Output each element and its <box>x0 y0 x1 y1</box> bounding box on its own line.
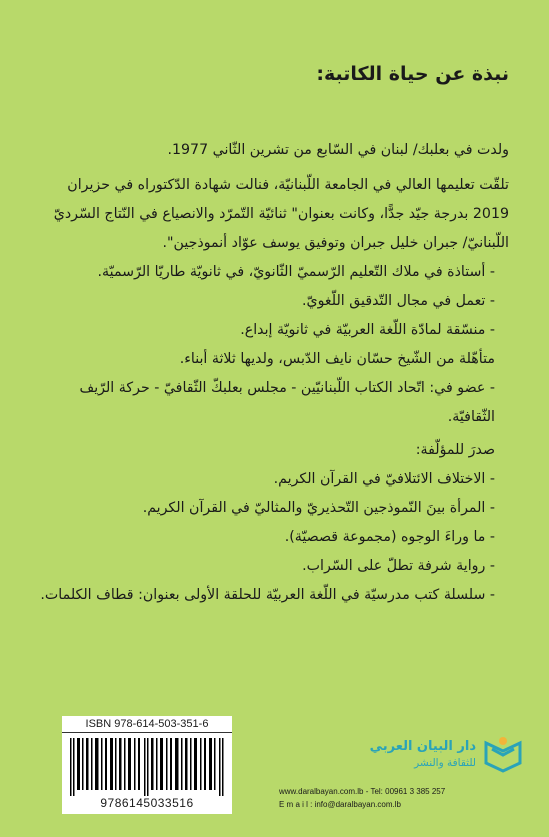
publisher-contact <box>279 785 524 811</box>
publisher-email: E m a i l : info@daralbayan.com.lb <box>279 800 401 809</box>
book-item: - سلسلة كتب مدرسيّة في اللّغة العربيّة للحلقة الأولى بعنوان: قطاف الكلمات. <box>40 587 495 603</box>
book-item: - المرأة بينَ النّموذجين التّحذيريّ والمثاليّ في القرآن الكريم. <box>142 500 495 516</box>
publisher-logo-icon <box>482 733 524 773</box>
book-item: - رواية شرفة تطلّ على السّراب. <box>302 558 495 574</box>
barcode-bars <box>68 738 226 796</box>
isbn-label: ISBN 978-614-503-351-6 <box>62 716 232 733</box>
bio-education: تلقّت تعليمها العالي في الجامعة اللّبنانيّة، فنالت شهادة الدّكتوراه في حزيران 2019 بدرجة جيّد جدًّا، وكانت بعنوان" ثنائيّة التّمرّد والانصياع في النّتاج السّرديّ اللّبنانيّ/ جبران خليل جبران وتوفيق يوسف عوّاد أنموذجين". <box>53 177 509 251</box>
bio-role: - منسّقة لمادّة اللّغة العربيّة في ثانويّة إبداع. <box>240 322 495 338</box>
bio-heading: نبذة عن حياة الكاتبة: <box>316 63 509 85</box>
publisher-website-tel: www.daralbayan.com.lb - Tel: 00961 3 385 257 <box>279 787 446 796</box>
bio-member: - عضو في: اتّحاد الكتاب اللّبنانيّين - مجلس بعلبكّ الثّقافيّ - حركة الرّيف الثّقافيّة. <box>79 380 495 425</box>
publisher-tagline: للثقافة والنشر <box>414 757 476 769</box>
publisher-name: دار البيان العربي <box>369 739 476 754</box>
bio-role: - أستاذة في ملاك التّعليم الرّسميّ الثّانويّ، في ثانويّة طاريّا الرّسميّة. <box>97 264 495 280</box>
book-item: - ما وراءَ الوجوه (مجموعة قصصيّة). <box>284 529 495 545</box>
bio-family: متأهّلة من الشّيخ حسّان نايف الدّبس، ولديها ثلاثة أبناء. <box>179 351 495 367</box>
isbn-number: 9786145033516 <box>100 796 194 810</box>
bio-born: ولدت في بعلبك/ لبنان في السّابع من تشرين الثّاني 1977. <box>167 142 509 158</box>
book-item: - الاختلاف الائتلافيّ في القرآن الكريم. <box>273 471 495 487</box>
books-title: صدرَ للمؤلّفة: <box>415 442 495 458</box>
isbn-barcode <box>62 716 232 814</box>
publisher-block <box>279 733 524 828</box>
author-bio <box>40 62 509 610</box>
bio-role: - تعمل في مجال التّدقيق اللّغويّ. <box>301 293 495 309</box>
